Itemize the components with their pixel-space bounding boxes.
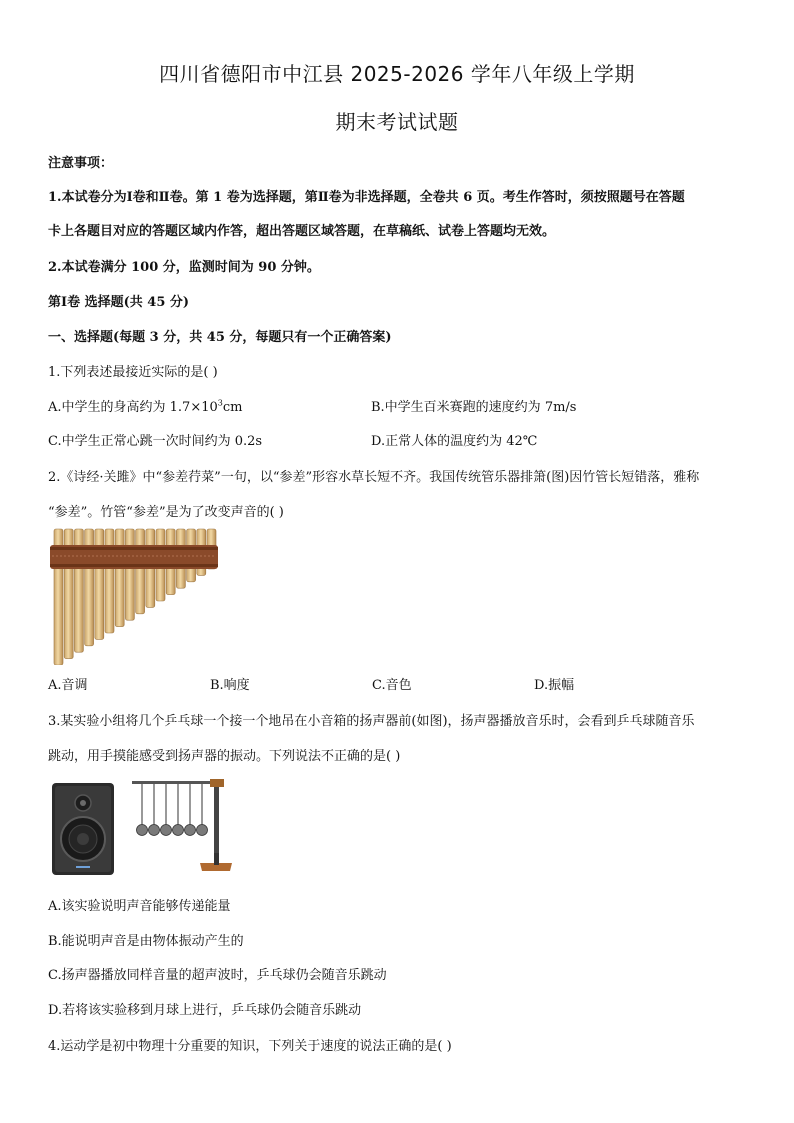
q2-option-a: A.音调	[48, 678, 88, 693]
ping-pong-ball	[173, 825, 184, 836]
ping-pong-ball	[161, 825, 172, 836]
q3-stem-line1: 3.某实验小组将几个乒乓球一个接一个地吊在小音箱的扬声器前(如图)，扬声器播放音乐时，会看到乒乓球随音乐	[48, 714, 695, 729]
q1-option-a-unit: cm	[222, 400, 243, 415]
q1-option-a-prefix: A.中学生的身高约为 1.7×10	[48, 400, 218, 415]
notes-item1-line2: 卡上各题目对应的答题区域内作答，超出答题区域答题，在草稿纸、试卷上答题均无效。	[48, 224, 556, 239]
section-heading: 一、选择题(每题 3 分，共 45 分，每题只有一个正确答案)	[48, 330, 392, 345]
q2-stem-line2: “参差”。竹管“参差”是为了改变声音的( )	[48, 505, 284, 520]
q1-option-c: C.中学生正常心跳一次时间约为 0.2s	[48, 434, 263, 449]
notes-item1-line1: 1.本试卷分为Ⅰ卷和Ⅱ卷。第 1 卷为选择题，第Ⅱ卷为非选择题，全卷共 6 页。考生作答时，须按照题号在答题	[48, 190, 685, 205]
q1-option-b: B.中学生百米赛跑的速度约为 7m/s	[371, 400, 577, 415]
ping-pong-ball	[197, 825, 208, 836]
ping-pong-ball	[185, 825, 196, 836]
q3-option-c: C.扬声器播放同样音量的超声波时，乒乓球仍会随音乐跳动	[48, 968, 387, 983]
q2-option-c: C.音色	[372, 678, 412, 693]
q2-option-d: D.振幅	[534, 678, 575, 693]
bamboo-pipe	[105, 529, 114, 633]
q3-option-d: D.若将该实验移到月球上进行，乒乓球仍会随音乐跳动	[48, 1003, 362, 1018]
document-title-line1: 四川省德阳市中江县 2025-2026 学年八年级上学期	[159, 62, 635, 86]
q2-option-b: B.响度	[210, 678, 250, 693]
notes-item2: 2.本试卷满分 100 分，监测时间为 90 分钟。	[48, 260, 320, 275]
panpipe-image	[48, 525, 220, 665]
q3-option-a: A.该实验说明声音能够传递能量	[48, 899, 231, 914]
q1-option-a-exponent: 3	[217, 398, 223, 408]
speaker-image	[50, 781, 116, 877]
document-title-line2: 期末考试试题	[335, 110, 459, 134]
q4-stem: 4.运动学是初中物理十分重要的知识，下列关于速度的说法正确的是( )	[48, 1039, 452, 1054]
ping-pong-ball	[137, 825, 148, 836]
q1-option-d: D.正常人体的温度约为 42℃	[371, 434, 538, 449]
ping-pong-ball	[149, 825, 160, 836]
q3-option-b: B.能说明声音是由物体振动产生的	[48, 934, 244, 949]
bamboo-pipe	[125, 529, 134, 620]
ball-pendulum-stand-image	[130, 779, 238, 875]
q2-stem-line1: 2.《诗经·关雎》中“参差荇菜”一句，以“参差”形容水草长短不齐。我国传统管乐器排箫(图)因竹管长短错落，雅称	[48, 470, 700, 485]
q1-option-a	[48, 396, 242, 415]
q3-stem-line2: 跳动，用手摸能感受到扬声器的振动。下列说法不正确的是( )	[48, 749, 401, 764]
bamboo-pipe	[136, 529, 145, 614]
part1-heading: 第Ⅰ卷 选择题(共 45 分)	[48, 295, 190, 310]
bamboo-pipe	[115, 529, 124, 627]
q1-stem: 1.下列表述最接近实际的是( )	[48, 365, 218, 380]
notes-heading: 注意事项：	[48, 156, 114, 171]
